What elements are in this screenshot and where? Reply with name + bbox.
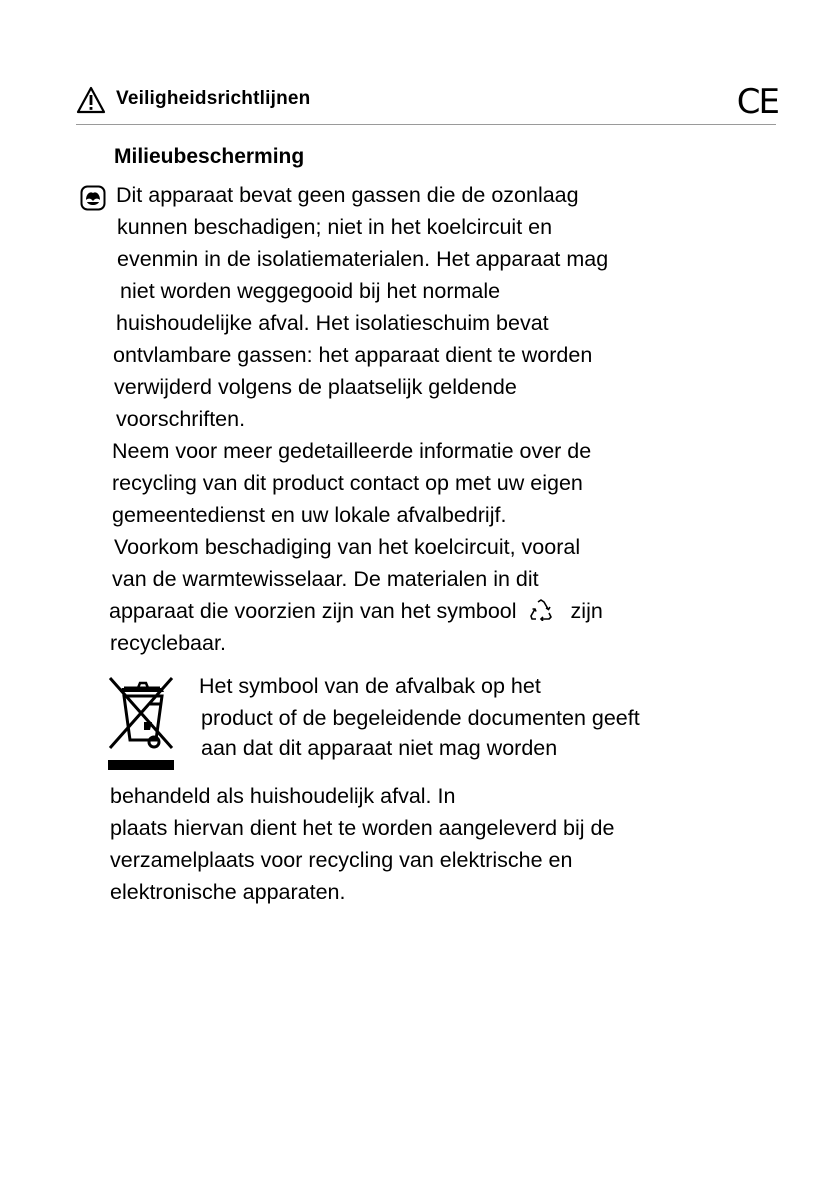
text-line: recyclebaar. [110, 631, 226, 655]
text-line: huishoudelijke afval. Het isolatieschuim bevat [116, 311, 549, 335]
text-line: Voorkom beschadiging van het koelcircuit, vooral [114, 535, 581, 559]
text-line: behandeld als huishoudelijk afval. In [110, 784, 456, 808]
text-line: Dit apparaat bevat geen gassen die de ozonlaag [116, 183, 579, 207]
text-line: evenmin in de isolatiematerialen. Het apparaat mag [117, 247, 609, 271]
text-line: voorschriften. [116, 407, 246, 431]
text-line: van de warmtewisselaar. De materialen in dit [112, 567, 539, 591]
header-title: Veiligheidsrichtlijnen [116, 88, 311, 109]
text-segment: zijn [570, 599, 603, 623]
environment-icon [80, 185, 106, 211]
text-line: elektronische apparaten. [110, 880, 346, 904]
ce-mark: CE [736, 82, 778, 122]
text-line: ontvlambare gassen: het apparaat dient te worden [113, 343, 593, 367]
text-line: niet worden weggegooid bij het normale [120, 279, 501, 303]
section-title: Milieubescherming [114, 145, 305, 168]
text-line: kunnen beschadigen; niet in het koelcircuit en [117, 215, 553, 239]
text-line: verzamelplaats voor recycling van elektrische en [110, 848, 573, 872]
text-line: Neem voor meer gedetailleerde informatie over de [112, 439, 592, 463]
crossed-out-wheelie-bin-icon [106, 674, 178, 772]
recycle-icon [529, 599, 553, 621]
text-line: verwijderd volgens de plaatselijk geldende [114, 375, 517, 399]
text-line: aan dat dit apparaat niet mag worden [201, 736, 558, 760]
text-line: Het symbool van de afvalbak op het [199, 674, 541, 698]
text-line: gemeentedienst en uw lokale afvalbedrijf. [112, 503, 507, 527]
page-header [76, 84, 776, 125]
text-line: product of de begeleidende documenten geeft [201, 706, 640, 730]
warning-triangle-icon [76, 86, 106, 114]
text-line: recycling van dit product contact op met uw eigen [112, 471, 583, 495]
text-line [109, 598, 603, 624]
text-line: plaats hiervan dient het te worden aangeleverd bij de [110, 816, 615, 840]
text-segment: apparaat die voorzien zijn van het symbool [109, 599, 517, 623]
